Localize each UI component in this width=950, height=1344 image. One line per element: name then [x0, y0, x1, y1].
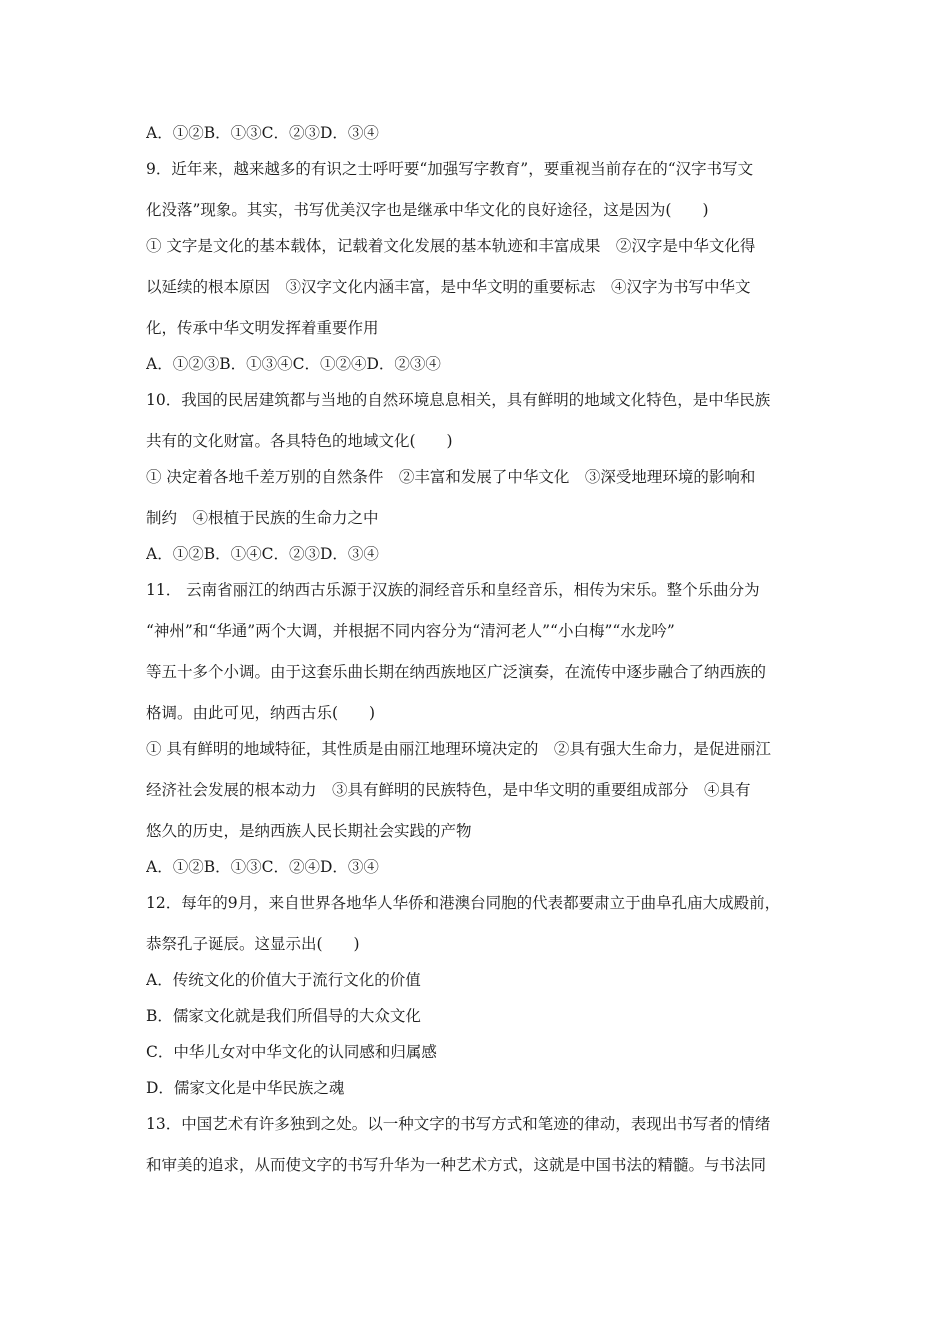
document-page: [146, 122, 810, 1176]
q12-option-a: A．传统文化的价值大于流行文化的价值: [146, 971, 421, 989]
q8-answer-options: A．①②B．①③C．②③D．③④: [146, 124, 379, 142]
q11-stem-line-2: “神州”和“华通”两个大调，并根据不同内容分为“清河老人”“小白梅”“水龙吟”: [146, 622, 675, 640]
q12-option-d: D．儒家文化是中华民族之魂: [146, 1079, 345, 1097]
q9-statements-line-3: 化，传承中华文明发挥着重要作用: [146, 319, 379, 337]
q11-stem-line-4: 格调。由此可见，纳西古乐( ): [146, 704, 376, 722]
q11-statements-line-2: 经济社会发展的根本动力 ③具有鲜明的民族特色，是中华文明的重要组成部分 ④具有: [146, 781, 751, 799]
q11-stem-line-3: 等五十多个小调。由于这套乐曲长期在纳西族地区广泛演奏，在流传中逐步融合了纳西族的: [146, 663, 767, 681]
q9-statements-line-1: ① 文字是文化的基本载体，记载着文化发展的基本轨迹和丰富成果 ②汉字是中华文化得: [146, 237, 756, 255]
q13-stem-line-1: 13．中国艺术有许多独到之处。以一种文字的书写方式和笔迹的律动，表现出书写者的情绪: [146, 1115, 771, 1133]
q12-stem-line-1: 12．每年的9月，来自世界各地华人华侨和港澳台同胞的代表都要肃立于曲阜孔庙大成殿前，: [146, 894, 781, 912]
q10-stem-line-1: 10．我国的民居建筑都与当地的自然环境息息相关，具有鲜明的地域文化特色，是中华民族: [146, 391, 771, 409]
q12-option-b: B．儒家文化就是我们所倡导的大众文化: [146, 1007, 421, 1025]
q11-statements-line-1: ① 具有鲜明的地域特征，其性质是由丽江地理环境决定的 ②具有强大生命力，是促进丽江: [146, 740, 771, 758]
q9-stem-line-2: 化没落”现象。其实，书写优美汉字也是继承中华文化的良好途径，这是因为( ): [146, 201, 709, 219]
q9-answer-options: A．①②③B．①③④C．①②④D．②③④: [146, 355, 441, 373]
q12-option-c: C．中华儿女对中华文化的认同感和归属感: [146, 1043, 437, 1061]
q10-statements-line-1: ① 决定着各地千差万别的自然条件 ②丰富和发展了中华文化 ③深受地理环境的影响和: [146, 468, 756, 486]
q11-answer-options: A．①②B．①③C．②④D．③④: [146, 858, 379, 876]
q10-statements-line-2: 制约 ④根植于民族的生命力之中: [146, 509, 379, 527]
q9-stem-line-1: 9．近年来，越来越多的有识之士呼吁要“加强写字教育”，要重视当前存在的“汉字书写文: [146, 160, 754, 178]
q10-answer-options: A．①②B．①④C．②③D．③④: [146, 545, 379, 563]
q9-statements-line-2: 以延续的根本原因 ③汉字文化内涵丰富，是中华文明的重要标志 ④汉字为书写中华文: [146, 278, 751, 296]
q11-stem-line-1: 11． 云南省丽江的纳西古乐源于汉族的洞经音乐和皇经音乐，相传为宋乐。整个乐曲分为: [146, 581, 760, 599]
q13-stem-line-2: 和审美的追求，从而使文字的书写升华为一种艺术方式，这就是中国书法的精髓。与书法同: [146, 1156, 767, 1174]
q10-stem-line-2: 共有的文化财富。各具特色的地域文化( ): [146, 432, 453, 450]
q11-statements-line-3: 悠久的历史，是纳西族人民长期社会实践的产物: [146, 822, 472, 840]
q12-stem-line-2: 恭祭孔子诞辰。这显示出( ): [146, 935, 360, 953]
